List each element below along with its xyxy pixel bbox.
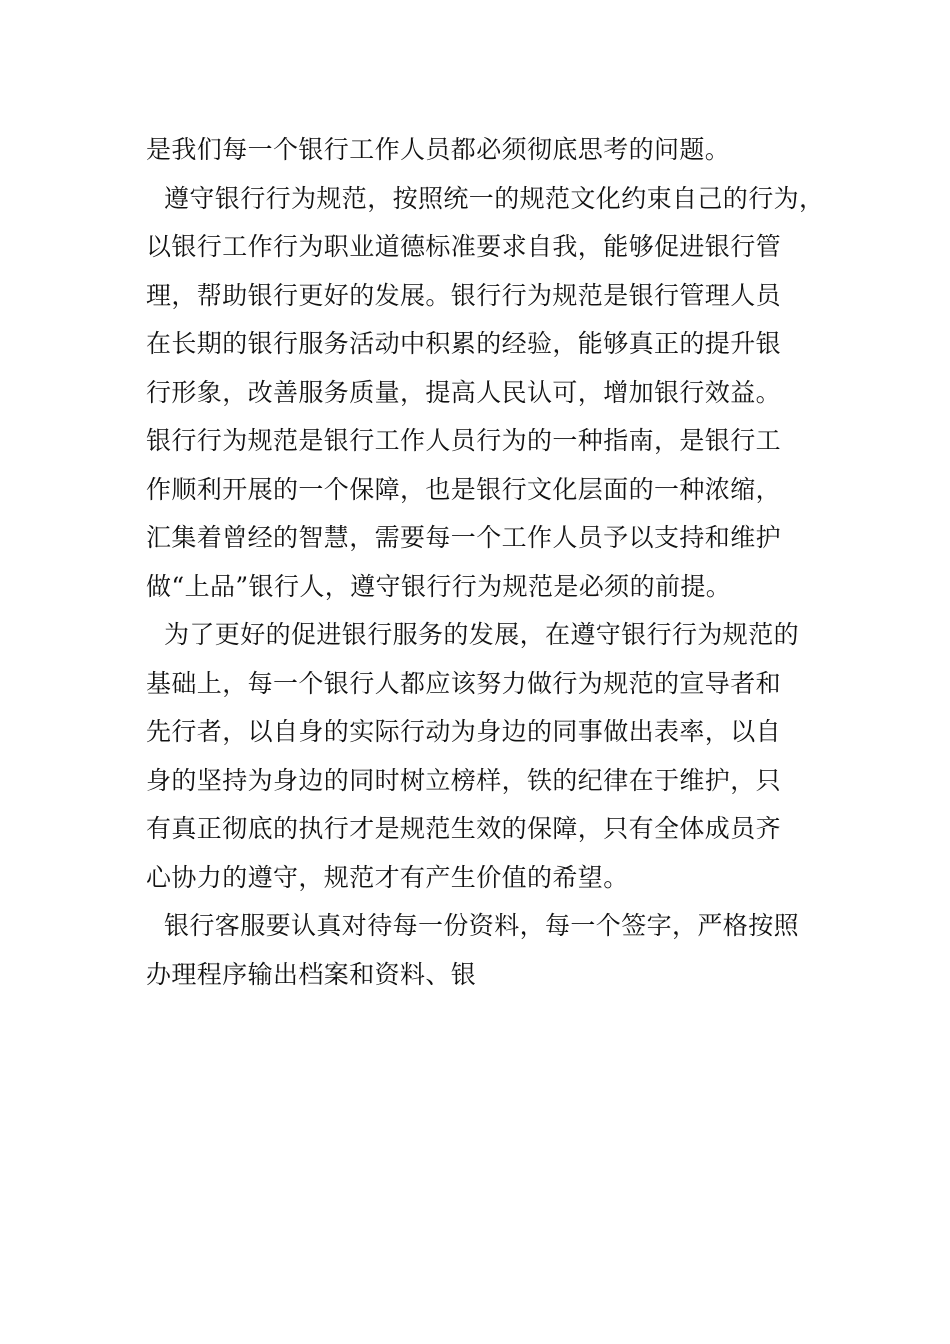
text-line-13: 先行者，以自身的实际行动为身边的同事做出表率，以自 — [146, 717, 782, 746]
text-line-16: 心协力的遵守，规范才有产生价值的希望。 — [146, 862, 629, 892]
body-text — [146, 126, 826, 999]
text-line-15: 有真正彻底的执行才是规范生效的保障，只有全体成员齐 — [146, 814, 782, 843]
text-line-7: 银行行为规范是银行工作人员行为的一种指南，是银行工 — [146, 426, 782, 455]
text-line-4: 理，帮助银行更好的发展。银行行为规范是银行管理人员 — [146, 280, 782, 310]
text-line-6: 行形象，改善服务质量，提高人民认可，增加银行效益。 — [146, 377, 782, 407]
text-line-14: 身的坚持为身边的同时树立榜样，铁的纪律在于维护，只 — [146, 765, 782, 795]
text-line-8: 作顺利开展的一个保障，也是银行文化层面的一种浓缩， — [146, 474, 782, 504]
text-line-3: 以银行工作行为职业道德标准要求自我，能够促进银行管 — [146, 232, 782, 261]
text-line-10: 做“上品”银行人，遵守银行行为规范是必须的前提。 — [146, 571, 732, 601]
text-line-5: 在长期的银行服务活动中积累的经验，能够真正的提升银 — [146, 329, 782, 358]
text-line-12: 基础上，每一个银行人都应该努力做行为规范的宣导者和 — [146, 668, 782, 698]
text-line-9: 汇集着曾经的智慧，需要每一个工作人员予以支持和维护 — [146, 523, 782, 552]
paragraph-start-line: 遵守银行行为规范，按照统一的规范文化约束自己的行为， — [164, 183, 825, 213]
paragraph-start-line: 银行客服要认真对待每一份资料，每一个签字，严格按照 — [164, 911, 800, 940]
text-line-18: 办理程序输出档案和资料、银 — [146, 959, 477, 989]
paragraph-start-line: 为了更好的促进银行服务的发展，在遵守银行行为规范的 — [164, 620, 800, 649]
text-line-1: 是我们每一个银行工作人员都必须彻底思考的问题。 — [146, 135, 731, 164]
